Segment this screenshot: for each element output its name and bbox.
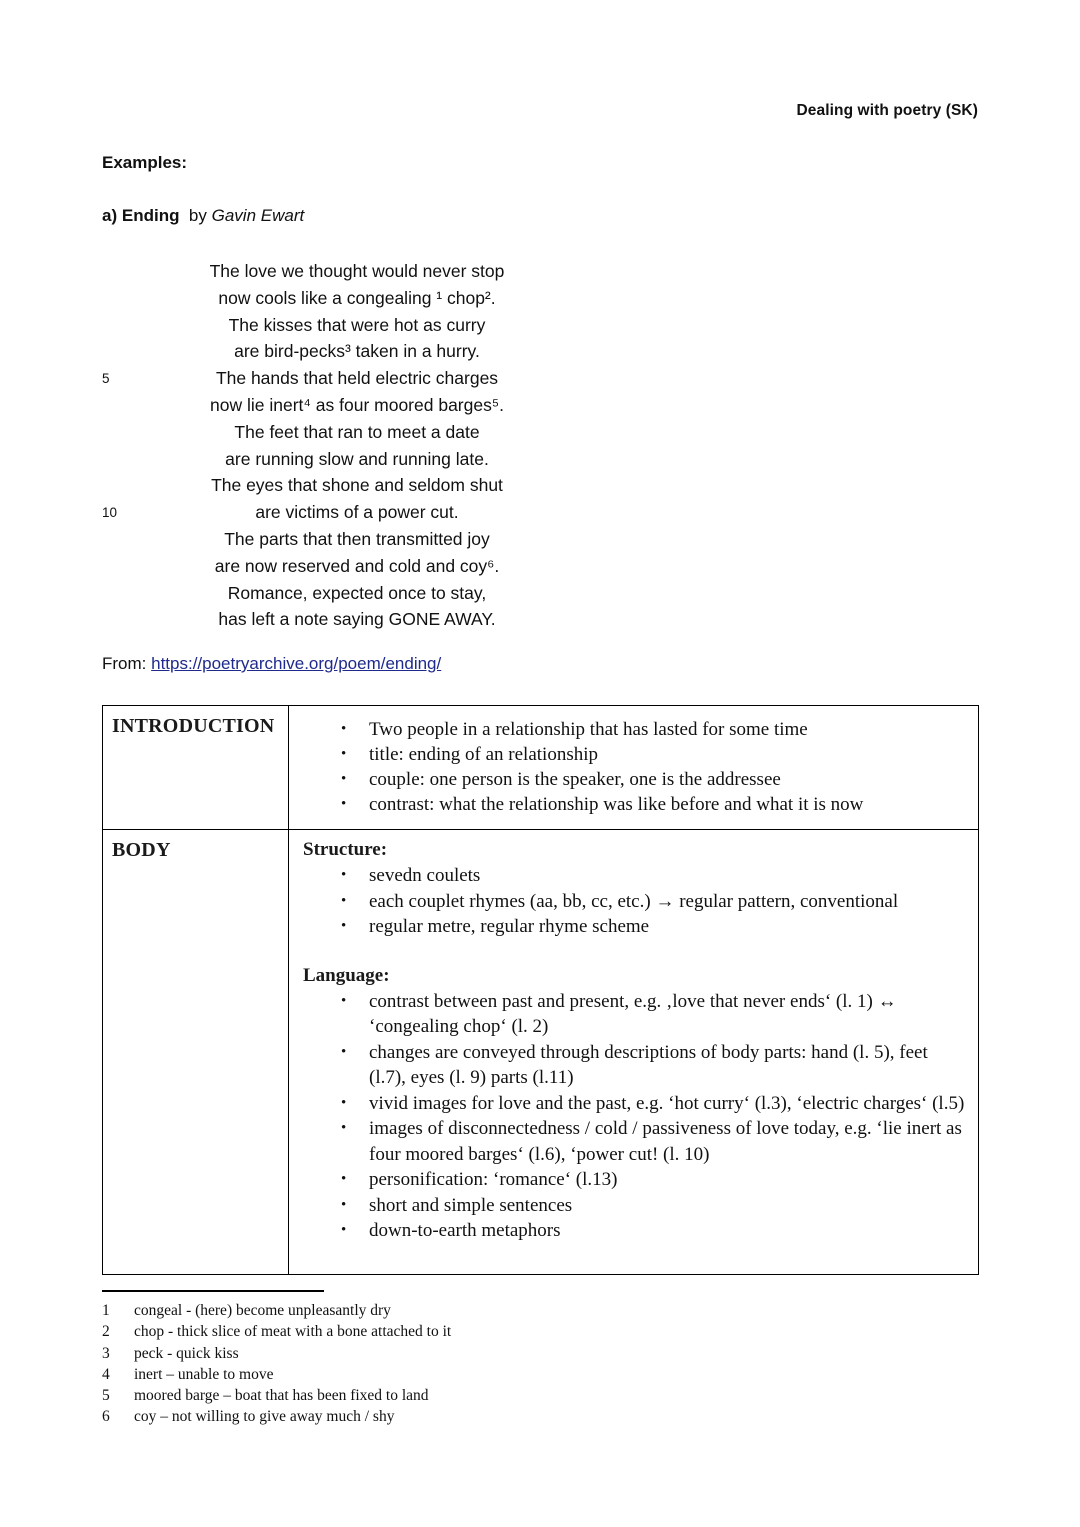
poem-line-text: are running slow and running late. xyxy=(225,448,489,469)
language-bullet: • contrast between past and present, e.g. ‚love that never ends‘ (l. 1) ↔ ‘congealing chop‘ (l. 2) xyxy=(303,989,966,1040)
poem-line-text: Romance, expected once to stay, xyxy=(227,582,487,603)
poem-line xyxy=(102,472,562,499)
source-url-link[interactable]: https://poetryarchive.org/poem/ending/ xyxy=(151,654,442,673)
language-bullet: • down-to-earth metaphors xyxy=(303,1218,966,1244)
footnote-text: moored barge – boat that has been fixed to land xyxy=(134,1387,429,1405)
poem-line xyxy=(102,446,562,473)
footnote-number: 2 xyxy=(102,1323,110,1341)
poem-line-text: are now reserved and cold and coy⁶. xyxy=(214,555,500,576)
poem-line xyxy=(102,526,562,553)
footnote-list xyxy=(102,1300,802,1428)
poem-item-letter: a) xyxy=(102,206,118,225)
poem-line xyxy=(102,580,562,607)
footnote-text: peck - quick kiss xyxy=(134,1344,239,1362)
structure-bullet: • each couplet rhymes (aa, bb, cc, etc.) → regular pattern, conventional xyxy=(303,889,966,915)
language-heading: Language: xyxy=(303,964,390,986)
footnote-item xyxy=(102,1321,802,1342)
poem-line-text: The kisses that were hot as curry xyxy=(228,314,486,335)
analysis-table xyxy=(102,705,979,1275)
poem-line xyxy=(102,553,562,580)
language-bullet: • short and simple sentences xyxy=(303,1193,966,1219)
body-label-cell xyxy=(103,830,289,1275)
footnote-item xyxy=(102,1406,802,1427)
language-bullet-list xyxy=(303,989,966,1244)
introduction-bullet: • title: ending of an relationship xyxy=(303,742,966,767)
footnote-number: 5 xyxy=(102,1387,110,1405)
body-content-cell xyxy=(289,830,979,1275)
poem-line xyxy=(102,606,562,633)
structure-heading: Structure: xyxy=(303,839,388,860)
poem-line-text: The eyes that shone and seldom shut xyxy=(211,475,503,496)
poem-line xyxy=(102,419,562,446)
page-header: Dealing with poetry (SK) xyxy=(796,102,978,119)
introduction-content-cell xyxy=(289,706,979,830)
footnote-text: chop - thick slice of meat with a bone attached to it xyxy=(134,1323,452,1341)
poem-line-text: now cools like a congealing ¹ chop². xyxy=(218,287,496,308)
poem-line xyxy=(102,499,562,526)
poem-line-text: are victims of a power cut. xyxy=(255,502,459,523)
poem-author: Gavin Ewart xyxy=(211,206,305,225)
introduction-label: INTRODUCTION xyxy=(112,715,275,737)
poem-line xyxy=(102,285,562,312)
poem-line xyxy=(102,392,562,419)
introduction-bullet: • couple: one person is the speaker, one is the addressee xyxy=(303,767,966,792)
poem-line-text: has left a note saying GONE AWAY. xyxy=(218,609,496,630)
introduction-label-cell xyxy=(103,706,289,830)
poem-line-text: The hands that held electric charges xyxy=(215,368,499,389)
poem-line-text: The feet that ran to meet a date xyxy=(234,421,480,442)
poem-line-number: 10 xyxy=(102,505,118,521)
poem-line xyxy=(102,365,562,392)
poem-by-label: by xyxy=(188,206,207,225)
language-bullet: • changes are conveyed through descriptions of body parts: hand (l. 5), feet (l.7), eyes (l. 9) parts (l.11) xyxy=(303,1040,966,1091)
poem-line xyxy=(102,312,562,339)
introduction-bullet: • Two people in a relationship that has lasted for some time xyxy=(303,717,966,742)
structure-bullet: • regular metre, regular rhyme scheme xyxy=(303,914,966,940)
poem-line xyxy=(102,338,562,365)
poem-line-text: are bird-pecks³ taken in a hurry. xyxy=(234,341,480,362)
table-row-introduction xyxy=(103,706,979,830)
language-bullet: • vivid images for love and the past, e.g. ‘hot curry‘ (l.3), ‘electric charges‘ (l.5) xyxy=(303,1091,966,1117)
language-bullet: • images of disconnectedness / cold / passiveness of love today, e.g. ‘lie inert as four moored barges‘ (l.6), ‘power cut! (l. 10) xyxy=(303,1116,966,1167)
footnote-item xyxy=(102,1385,802,1406)
footnote-number: 1 xyxy=(102,1302,110,1319)
poem-line-text: The love we thought would never stop xyxy=(209,261,505,281)
poem-line-text: The parts that then transmitted joy xyxy=(224,528,490,549)
footnote-text: congeal - (here) become unpleasantly dry xyxy=(134,1302,391,1319)
poem-heading xyxy=(102,206,304,226)
structure-bullet-list xyxy=(303,863,966,940)
footnote-item xyxy=(102,1364,802,1385)
table-row-body xyxy=(103,830,979,1275)
examples-heading: Examples: xyxy=(102,153,188,172)
poem-title: Ending xyxy=(121,206,180,225)
introduction-bullet-list xyxy=(303,717,966,817)
poem-line-number: 5 xyxy=(102,371,110,387)
language-bullet: • personification: ‘romance‘ (l.13) xyxy=(303,1167,966,1193)
footnote-number: 6 xyxy=(102,1408,110,1426)
footnote-number: 4 xyxy=(102,1365,110,1383)
footnote-item xyxy=(102,1300,802,1321)
source-line xyxy=(102,654,441,674)
footnote-text: inert – unable to move xyxy=(134,1365,274,1383)
poem-body xyxy=(102,258,562,633)
body-cell-spacer xyxy=(303,1244,966,1260)
source-prefix: From: xyxy=(102,654,147,673)
footnote-text: coy – not willing to give away much / shy xyxy=(134,1408,395,1426)
footnote-separator xyxy=(102,1290,324,1292)
structure-bullet: • sevedn coulets xyxy=(303,863,966,889)
poem-line-text: now lie inert⁴ as four moored barges⁵. xyxy=(210,394,504,415)
body-label: BODY xyxy=(112,839,171,861)
footnote-item xyxy=(102,1343,802,1364)
introduction-bullet: • contrast: what the relationship was like before and what it is now xyxy=(303,792,966,817)
footnote-number: 3 xyxy=(102,1344,110,1362)
poem-line xyxy=(102,258,562,285)
